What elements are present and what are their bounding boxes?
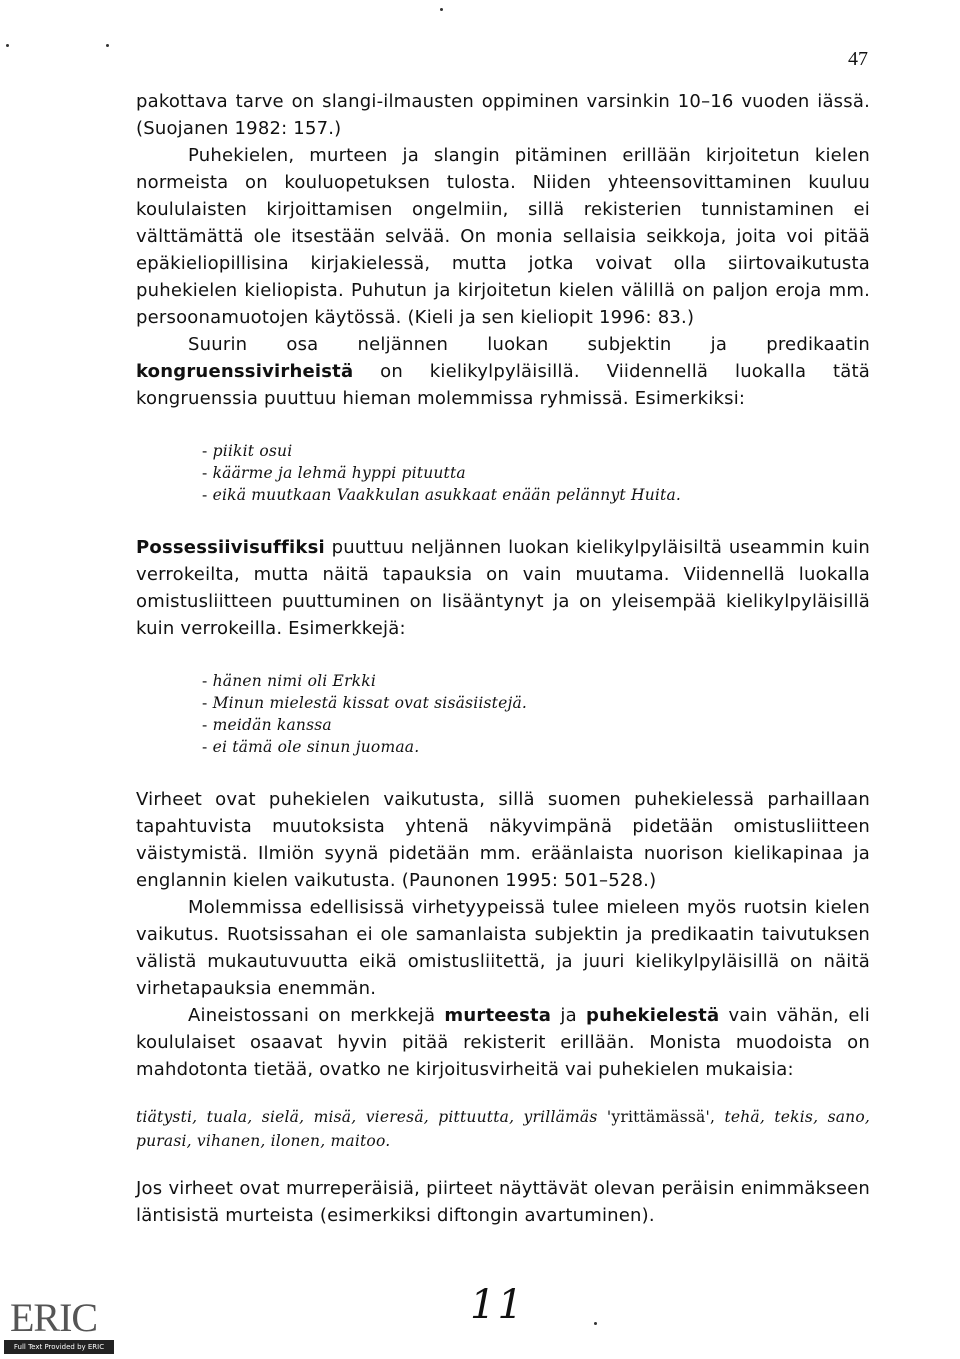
dialect-words-gloss: 'yrittämässä', <box>597 1108 725 1126</box>
paragraph-7-bold-term-1: murteesta <box>444 1005 552 1026</box>
scan-speck <box>6 44 9 47</box>
paragraph-7-text-end: vain vähän, eli koululaiset osaavat hyvin pitää rekisterit erillään. Monista muodoista on mahdotonta tietää, ovatko ne kirjoitusvirheitä vai puhekielen mukaisia: <box>136 1005 870 1080</box>
page-body <box>136 88 870 1229</box>
paragraph-4 <box>136 534 870 642</box>
list-item: - eikä muutkaan Vaakkulan asukkaat enään pelännyt Huita. <box>202 484 870 506</box>
list-item: - ei tämä ole sinun juomaa. <box>202 736 870 758</box>
paragraph-7-text-mid: ja <box>551 1005 587 1026</box>
paragraph-4-text: puuttuu neljännen luokan kielikylpyläisiltä useammin kuin verrokeilta, mutta näitä tapauksia on vain muutama. Viidennellä luokalla omistusliitteen puuttuminen on lisääntynyt ja on yleisempää kielikylpyläisillä kuin verrokeilla. Esimerkkejä: <box>136 537 870 639</box>
paragraph-6: Molemmissa edellisissä virhetyypeissä tulee mieleen myös ruotsin kielen vaikutus. Ruotsissahan ei ole samanlaista subjektin ja predikaatin taivutuksen välistä mukautuvuutta eikä omistusliitettä, ja juuri kielikylpyläisillä on näitä virhetapauksia enemmän. <box>136 897 870 999</box>
scan-speck <box>106 44 109 47</box>
page-number: 47 <box>848 48 868 70</box>
paragraph-3-text-end: on kielikylpyläisillä. Viidennellä luokalla tätä kongruenssia puuttuu hieman molemmissa ryhmissä. Esimerkiksi: <box>136 361 870 409</box>
list-item: - hänen nimi oli Erkki <box>202 670 870 692</box>
dialect-words-a: tiätysti, tuala, sielä, misä, vieresä, pittuutta, yrillämäs <box>136 1108 598 1126</box>
paragraph-7-text: Aineistossani on merkkejä <box>188 1005 445 1026</box>
paragraph-7 <box>136 1002 870 1083</box>
paragraph-3 <box>136 331 870 412</box>
paragraph-4-bold-term: Possessiivisuffiksi <box>136 537 325 558</box>
paragraph-1: pakottava tarve on slangi-ilmausten oppiminen varsinkin 10–16 vuoden iässä. (Suojanen 1982: 157.) <box>136 91 870 139</box>
eric-logo-caption: Full Text Provided by ERIC <box>4 1340 114 1354</box>
scan-speck <box>440 8 443 11</box>
dialect-words-c: tehä, tekis, sano, purasi, vihanen, ilonen, maitoo. <box>136 1108 871 1150</box>
eric-logo: ERIC <box>10 1295 98 1340</box>
paragraph-8: Jos virheet ovat murreperäisiä, piirteet näyttävät olevan peräisin enimmäkseen läntisistä murteista (esimerkiksi diftongin avartuminen). <box>136 1178 870 1226</box>
paragraph-5: Virheet ovat puhekielen vaikutusta, sillä suomen puhekielessä parhaillaan tapahtuvista muutoksista yhtenä näkyvimpänä pidetään omistusliitteen väistymistä. Ilmiön syynä pidetään mm. eräänlaista nuorison kielikapinaa ja englannin kielen vaikutusta. (Paunonen 1995: 501–528.) <box>136 789 870 891</box>
list-item: - käärme ja lehmä hyppi pituutta <box>202 462 870 484</box>
paragraph-3-bold-term: kongruenssivirheistä <box>136 361 354 382</box>
example-list-1 <box>202 440 870 506</box>
dialect-word-examples <box>136 1105 870 1153</box>
paragraph-7-bold-term-2: puhekielestä <box>586 1005 720 1026</box>
list-item: - Minun mielestä kissat ovat sisäsiistejä. <box>202 692 870 714</box>
example-list-2 <box>202 670 870 758</box>
list-item: - piikit osui <box>202 440 870 462</box>
list-item: - meidän kanssa <box>202 714 870 736</box>
paragraph-2: Puhekielen, murteen ja slangin pitäminen erillään kirjoitetun kielen normeista on kouluopetuksen tulosta. Niiden yhteensovittaminen kuuluu koululaisten kirjoittamisen ongelmiin, sillä rekisterien tunnistaminen ei välttämättä ole itsestään selvää. On monia sellaisia seikkoja, joita voi pitää epäkieliopillisina kirjakielessä, mutta jotka voivat olla siirtovaikutusta puhekielen kieliopista. Puhutun ja kirjoitetun kielen välillä on paljon eroja mm. persoonamuotojen käytössä. (Kieli ja sen kieliopit 1996: 83.) <box>136 145 870 328</box>
paragraph-3-text: Suurin osa neljännen luokan subjektin ja predikaatin <box>188 334 870 355</box>
scan-speck <box>594 1322 597 1325</box>
handwritten-page-mark: 11 <box>470 1282 525 1328</box>
